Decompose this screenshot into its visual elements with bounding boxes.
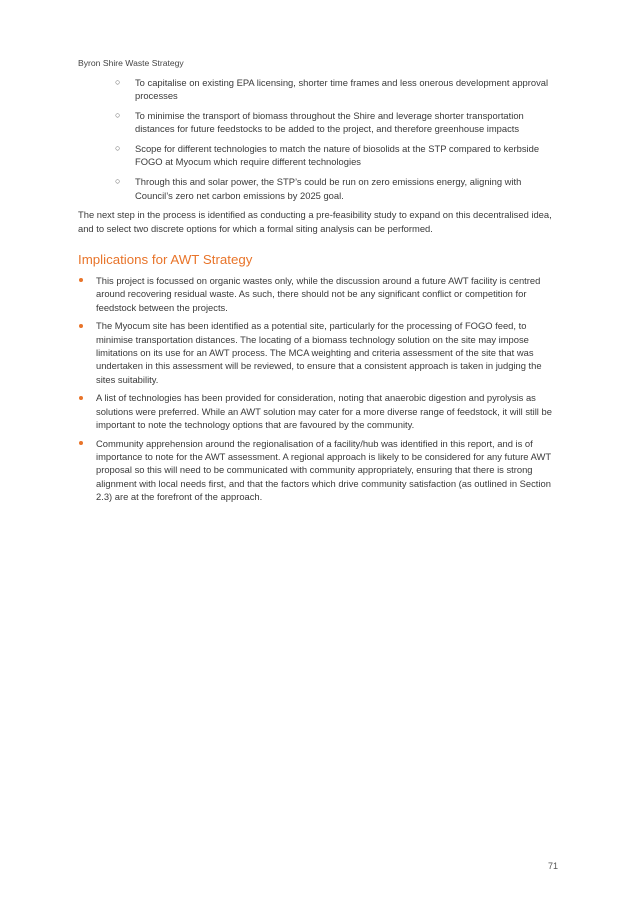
list-item — [78, 391, 556, 431]
circle-bullet-icon: ○ — [115, 176, 121, 187]
list-item-text: Community apprehension around the regionalisation of a facility/hub was identified in this report, and is of importance to note for the AWT assessment. A regional approach is likely to be considered for any future AWT proposal so this will need to be communicated with community appropriately, ensuring that there is strong alignment with local needs first, and that the factors which drive community satisfaction (as outlined in Section 2.3) are at the forefront of the approach. — [96, 437, 551, 502]
list-item — [78, 319, 556, 385]
orange-bullet-icon — [79, 441, 83, 445]
document-header: Byron Shire Waste Strategy — [78, 58, 184, 68]
section-heading: Implications for AWT Strategy — [78, 251, 253, 267]
list-item-text: A list of technologies has been provided for consideration, noting that anaerobic digestion and pyrolysis as solutions were preferred. While an AWT solution may cater for a more diverse range of feedstock, it will still be important to note the technology options that are favoured by the community. — [96, 392, 552, 430]
list-item — [115, 76, 556, 103]
orange-bullet-icon — [79, 324, 83, 328]
implications-bullet-list — [78, 274, 556, 503]
body-paragraph: The next step in the process is identified as conducting a pre-feasibility study to expand on this decentralised idea, and to select two discrete options for which a formal siting analysis can be performed. — [78, 209, 552, 234]
page-content — [78, 76, 556, 509]
orange-bullet-icon — [79, 278, 83, 282]
list-item-text: To minimise the transport of biomass throughout the Shire and leverage shorter transportation distances for future feedstocks to be added to the project, and therefore greenhouse impacts — [135, 110, 524, 135]
orange-bullet-icon — [79, 396, 83, 400]
circle-bullet-icon: ○ — [115, 143, 121, 154]
circle-bullet-icon: ○ — [115, 110, 121, 121]
list-item — [115, 175, 556, 202]
list-item-text: The Myocum site has been identified as a potential site, particularly for the processing of FOGO feed, to minimise transportation distances. The locating of a biomass technology solution on the site may impose limitations on its use for an AWT process. The MCA weighting and criteria assessment of the site that was undertaken in this assessment will be reviewed, to ensure that a consistent approach is taken in judging the sites suitability. — [96, 320, 542, 385]
page-number: 71 — [548, 861, 559, 871]
list-item — [78, 437, 556, 503]
list-item — [115, 142, 556, 169]
list-item-text: This project is focussed on organic wastes only, while the discussion around a future AWT facility is centred around recovering residual waste. As such, there should not be any significant conflict or competition for feedstock between the projects. — [96, 274, 541, 313]
circle-bullet-icon: ○ — [115, 77, 121, 87]
list-item-text: Through this and solar power, the STP’s could be run on zero emissions energy, aligning with Council’s zero net carbon emissions by 2025 goal. — [135, 176, 522, 201]
list-item-text: Scope for different technologies to match the nature of biosolids at the STP compared to kerbside FOGO at Myocum which require different technologies — [135, 143, 540, 168]
sub-bullet-list — [78, 76, 556, 202]
list-item-text: To capitalise on existing EPA licensing, shorter time frames and less onerous development approval processes — [135, 77, 549, 102]
list-item — [78, 274, 556, 314]
list-item — [115, 109, 556, 136]
